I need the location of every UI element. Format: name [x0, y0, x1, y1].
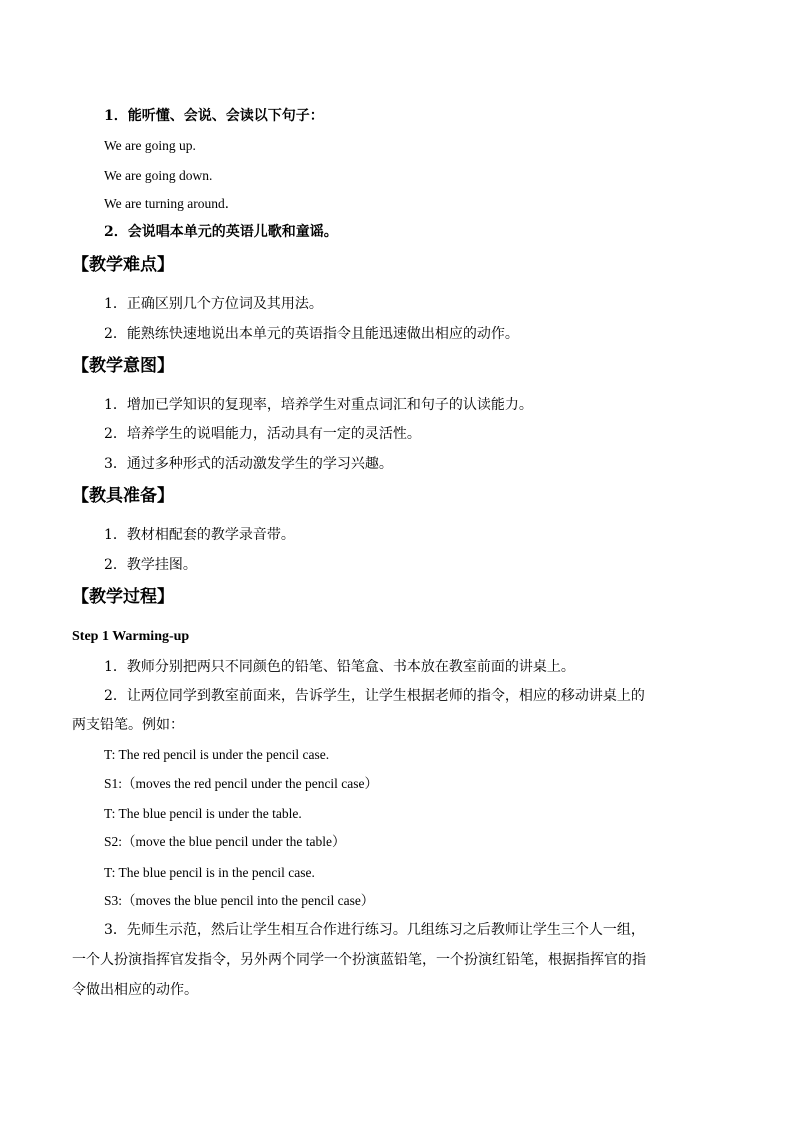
dialog-line-5: T: The blue pencil is in the pencil case.: [104, 865, 315, 880]
goal-item-2: 2．会说唱本单元的英语儿歌和童谣。: [104, 224, 338, 240]
difficulty-item-2: 2．能熟练快速地说出本单元的英语指令且能迅速做出相应的动作。: [104, 326, 519, 342]
dialog-line-2: S1:（moves the red pencil under the pencil case）: [104, 776, 379, 791]
dialog-line-4: S2:（move the blue pencil under the table）: [104, 834, 346, 849]
intent-item-2: 2．培养学生的说唱能力，活动具有一定的灵活性。: [104, 426, 421, 442]
tools-item-1: 1．教材相配套的教学录音带。: [104, 527, 295, 543]
difficulty-item-1: 1．正确区别几个方位词及其用法。: [104, 296, 323, 312]
goal-item-1: 1．能听懂、会说、会读以下句子：: [104, 108, 324, 124]
process-heading: 【教学过程】: [72, 587, 174, 607]
goal-sentence-2: We are going down.: [104, 168, 213, 183]
tools-item-2: 2．教学挂图。: [104, 557, 197, 573]
process-para-3c: 令做出相应的动作。: [72, 982, 198, 998]
difficulty-heading: 【教学难点】: [72, 255, 174, 275]
process-para-3b: 一个人扮演指挥官发指令，另外两个同学一个扮演蓝铅笔，一个扮演红铅笔，根据指挥官的指: [72, 952, 646, 968]
dialog-line-3: T: The blue pencil is under the table.: [104, 806, 302, 821]
dialog-line-1: T: The red pencil is under the pencil case.: [104, 747, 330, 762]
step-1-title: Step 1 Warming-up: [72, 629, 190, 644]
tools-heading: 【教具准备】: [72, 486, 174, 506]
dialog-line-6: S3:（moves the blue pencil into the pencil case）: [104, 893, 375, 908]
process-para-3a: 3．先师生示范，然后让学生相互合作进行练习。几组练习之后教师让学生三个人一组，: [104, 922, 645, 938]
intent-item-1: 1．增加已学知识的复现率，培养学生对重点词汇和句子的认读能力。: [104, 397, 533, 413]
process-para-2a: 2．让两位同学到教室前面来，告诉学生，让学生根据老师的指令，相应的移动讲桌上的: [104, 688, 645, 704]
goal-sentence-1: We are going up.: [104, 138, 196, 153]
process-para-1: 1．教师分别把两只不同颜色的铅笔、铅笔盒、书本放在教室前面的讲桌上。: [104, 659, 575, 675]
intent-item-3: 3．通过多种形式的活动激发学生的学习兴趣。: [104, 456, 393, 472]
goal-sentence-3: We are turning around．: [104, 196, 239, 211]
intent-heading: 【教学意图】: [72, 356, 174, 376]
process-para-2b: 两支铅笔。例如：: [72, 717, 184, 733]
